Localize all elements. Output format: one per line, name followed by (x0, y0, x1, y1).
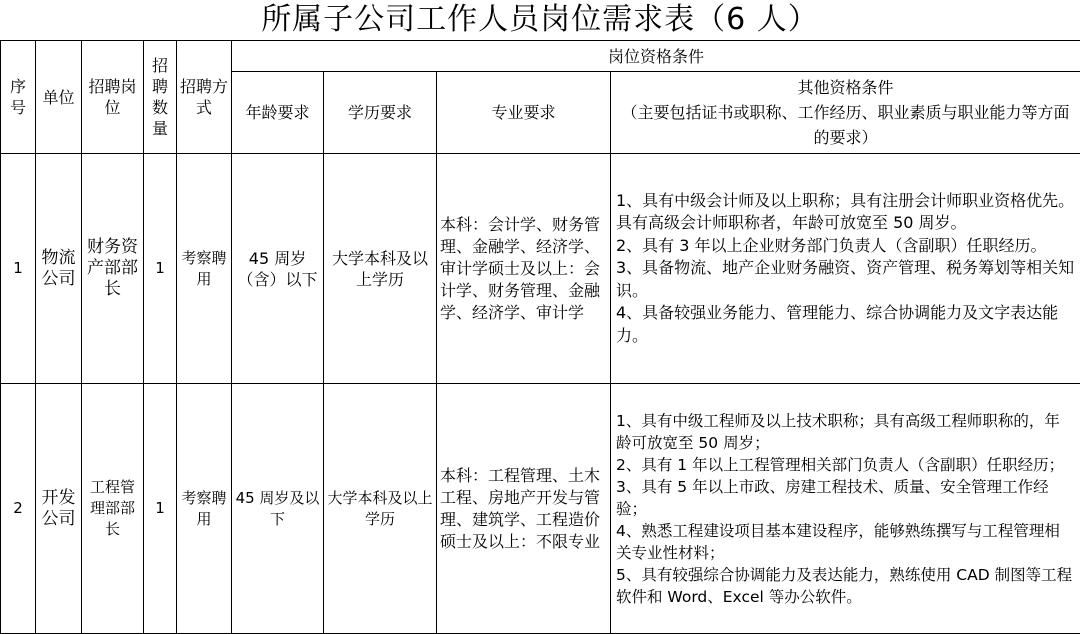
row-requirements (611, 154, 1080, 384)
major-grad: 硕士及以上：不限专业 (440, 531, 607, 553)
header-other (611, 72, 1080, 154)
requirement-item: 2、具有 3 年以上企业财务部门负责人（含副职）任职经历。 (616, 235, 1075, 258)
row-age: 45 周岁及以下 (232, 384, 324, 634)
row-position: 财务资产部部长 (82, 154, 144, 384)
row-method: 考察聘用 (177, 154, 232, 384)
major-undergrad: 本科：工程管理、土木工程、房地产开发与管理、建筑学、工程造价 (440, 465, 607, 531)
requirement-item: 5、具有较强综合协调能力及表达能力，熟练使用 CAD 制图等工程软件和 Word、Excel 等办公软件。 (616, 564, 1075, 608)
requirement-item: 4、熟悉工程建设项目基本建设程序，能够熟练撰写与工程管理相关专业性材料； (616, 520, 1075, 564)
requirement-item: 3、具有 5 年以上市政、房建工程技术、质量、安全管理工作经验； (616, 476, 1075, 520)
header-major: 专业要求 (437, 72, 611, 154)
row-requirements (611, 384, 1080, 634)
header-qualifications: 岗位资格条件 (232, 41, 1080, 72)
row-seq: 2 (1, 384, 36, 634)
header-seq: 序号 (1, 41, 36, 154)
header-education: 学历要求 (324, 72, 437, 154)
header-method: 招聘方式 (177, 41, 232, 154)
header-other-title: 其他资格条件 (614, 75, 1077, 100)
table-row (1, 154, 1080, 384)
header-row-1 (1, 41, 1080, 72)
position-table (0, 40, 1080, 634)
row-major: 本科：会计学、财务管理、金融学、经济学、审计学硕士及以上：会计学、财务管理、金融学、经济学、审计学 (437, 154, 611, 384)
requirement-item: 2、具有 1 年以上工程管理相关部门负责人（含副职）任职经历； (616, 454, 1075, 476)
row-education: 大学本科及以上学历 (324, 384, 437, 634)
requirement-item: 3、具备物流、地产企业财务融资、资产管理、税务筹划等相关知识。 (616, 257, 1075, 302)
row-age: 45 周岁（含）以下 (232, 154, 324, 384)
row-education: 大学本科及以上学历 (324, 154, 437, 384)
header-other-note: （主要包括证书或职称、工作经历、职业素质与职业能力等方面的要求） (614, 100, 1077, 150)
header-position: 招聘岗位 (82, 41, 144, 154)
row-count: 1 (144, 384, 177, 634)
row-unit: 开发公司 (36, 384, 82, 634)
header-age: 年龄要求 (232, 72, 324, 154)
requirement-item: 4、具备较强业务能力、管理能力、综合协调能力及文字表达能力。 (616, 302, 1075, 347)
row-count: 1 (144, 154, 177, 384)
row-major (437, 384, 611, 634)
row-seq: 1 (1, 154, 36, 384)
header-unit: 单位 (36, 41, 82, 154)
requirement-item: 1、具有中级工程师及以上技术职称；具有高级工程师职称的，年龄可放宽至 50 周岁； (616, 410, 1075, 454)
page-title: 所属子公司工作人员岗位需求表（6 人） (0, 0, 1080, 40)
header-count: 招聘数量 (144, 41, 177, 154)
requirement-item: 1、具有中级会计师及以上职称；具有注册会计师职业资格优先。具有高级会计师职称者，年龄可放宽至 50 周岁。 (616, 190, 1075, 235)
row-method: 考察聘用 (177, 384, 232, 634)
table-row (1, 384, 1080, 634)
row-unit: 物流公司 (36, 154, 82, 384)
row-position: 工程管理部部长 (82, 384, 144, 634)
